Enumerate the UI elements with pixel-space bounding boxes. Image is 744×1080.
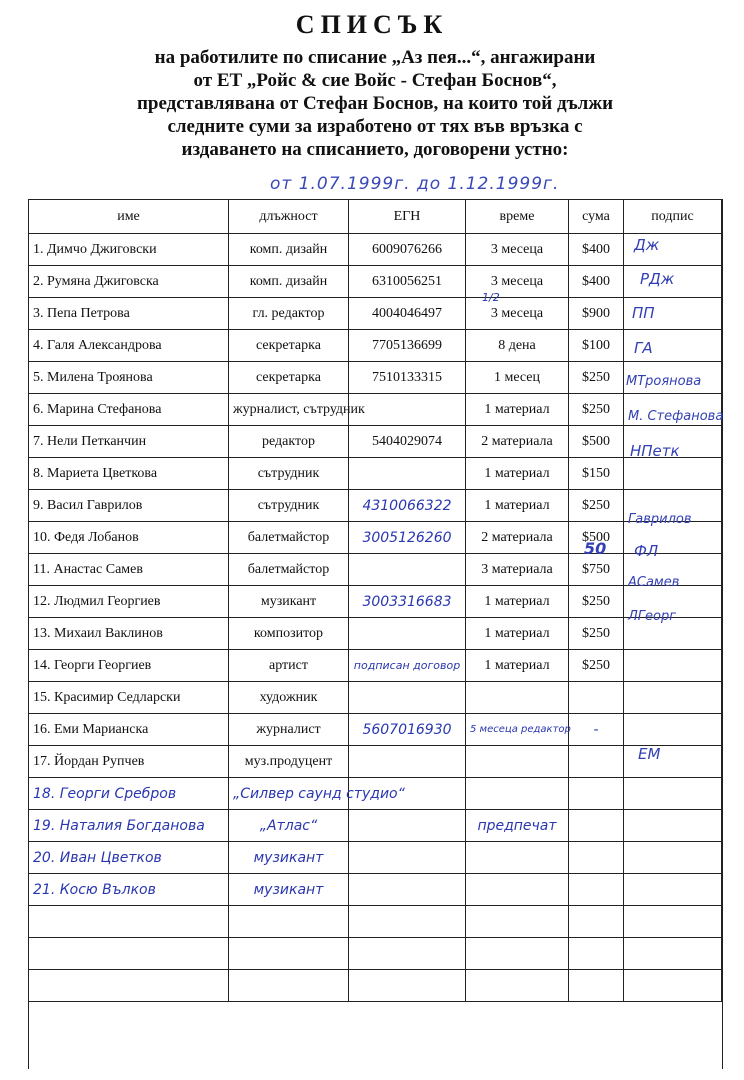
- cell-egn: 7705136699: [349, 330, 466, 362]
- payment-table: [28, 199, 722, 1002]
- cell-signature: [624, 650, 722, 682]
- cell-time: 1 месец: [466, 362, 569, 394]
- table-row: [29, 298, 722, 330]
- cell-egn: [349, 618, 466, 650]
- cell-time: 1 материал: [466, 458, 569, 490]
- document-subtitle: [60, 46, 690, 161]
- signature: МТроянова: [626, 374, 702, 389]
- cell-egn: 3005126260: [349, 522, 466, 554]
- cell-egn: [349, 874, 466, 906]
- cell-signature: [624, 810, 722, 842]
- table-row: [29, 362, 722, 394]
- cell-name: 11. Анастас Самев: [29, 554, 229, 586]
- signature: АСамев: [628, 575, 680, 590]
- subtitle-line: на работилите по списание „Аз пея...“, ангажирани: [154, 47, 596, 68]
- cell-time: 5 месеца редактор: [466, 714, 569, 746]
- cell-time: 3 месеца: [466, 234, 569, 266]
- cell-amount: $150: [569, 458, 624, 490]
- table-row: [29, 458, 722, 490]
- cell-time: 1 материал: [466, 618, 569, 650]
- table-row: [29, 522, 722, 554]
- cell-name: 13. Михаил Ваклинов: [29, 618, 229, 650]
- table-row: [29, 426, 722, 458]
- table-row: [29, 490, 722, 522]
- handwritten-period: от 1.07.1999г. до 1.12.1999г.: [270, 174, 560, 194]
- cell-position: балетмайстор: [229, 522, 349, 554]
- table-row-handwritten: [29, 874, 722, 906]
- cell-signature: [624, 874, 722, 906]
- cell-amount: $500: [569, 426, 624, 458]
- column-header: длъжност: [229, 200, 349, 234]
- cell-name: 21. Косю Вълков: [29, 874, 229, 906]
- cell-position: музикант: [229, 842, 349, 874]
- column-header: име: [29, 200, 229, 234]
- cell-amount: [569, 778, 624, 810]
- signature: ГА: [634, 339, 653, 357]
- column-header: подпис: [624, 200, 722, 234]
- cell-position: художник: [229, 682, 349, 714]
- cell-time: 2 материала: [466, 522, 569, 554]
- cell-name: 17. Йордан Рупчев: [29, 746, 229, 778]
- cell-name: 20. Иван Цветков: [29, 842, 229, 874]
- cell-position: журналист, сътрудник: [229, 394, 349, 426]
- subtitle-line: издаването на списанието, договорени устно:: [181, 139, 569, 160]
- column-header: време: [466, 200, 569, 234]
- cell-name: 5. Милена Троянова: [29, 362, 229, 394]
- table-row: [29, 394, 722, 426]
- table-row-handwritten: [29, 810, 722, 842]
- cell-time: 3 материала: [466, 554, 569, 586]
- cell-amount: [569, 842, 624, 874]
- cell-amount: [569, 874, 624, 906]
- cell-amount: $500: [569, 522, 624, 554]
- cell-egn: 5404029074: [349, 426, 466, 458]
- cell-name: 3. Пепа Петрова: [29, 298, 229, 330]
- cell-egn: [349, 394, 466, 426]
- cell-time: 1 материал: [466, 650, 569, 682]
- cell-position: музикант: [229, 586, 349, 618]
- cell-name: 12. Людмил Георгиев: [29, 586, 229, 618]
- cell-position: комп. дизайн: [229, 266, 349, 298]
- cell-amount: $400: [569, 266, 624, 298]
- cell-egn: 4004046497: [349, 298, 466, 330]
- cell-name: 9. Васил Гаврилов: [29, 490, 229, 522]
- cell-name: 1. Димчо Джиговски: [29, 234, 229, 266]
- cell-egn: [349, 554, 466, 586]
- table-row: [29, 586, 722, 618]
- cell-amount: $250: [569, 586, 624, 618]
- cell-name: 6. Марина Стефанова: [29, 394, 229, 426]
- signature: ПП: [632, 304, 655, 322]
- cell-position: артист: [229, 650, 349, 682]
- cell-egn: 3003316683: [349, 586, 466, 618]
- cell-amount: [569, 810, 624, 842]
- cell-amount: $250: [569, 490, 624, 522]
- cell-amount: $100: [569, 330, 624, 362]
- cell-name: 18. Георги Сребров: [29, 778, 229, 810]
- subtitle-line: от ЕТ „Ройс & сие Войс - Стефан Боснов“,: [193, 70, 557, 91]
- subtitle-line: следните суми за изработено от тях във връзка с: [167, 116, 583, 137]
- signature: Гаврилов: [628, 512, 692, 527]
- column-header: ЕГН: [349, 200, 466, 234]
- signature: ЛГеорг: [628, 609, 677, 624]
- cell-name: 7. Нели Петканчин: [29, 426, 229, 458]
- cell-amount: [569, 682, 624, 714]
- cell-position: секретарка: [229, 330, 349, 362]
- cell-egn: 6310056251: [349, 266, 466, 298]
- cell-position: сътрудник: [229, 490, 349, 522]
- table-row: [29, 650, 722, 682]
- cell-egn: 5607016930: [349, 714, 466, 746]
- cell-amount: $250: [569, 650, 624, 682]
- cell-position: „Атлас“: [229, 810, 349, 842]
- cell-egn: [349, 458, 466, 490]
- cell-time: [466, 874, 569, 906]
- signature: РДж: [640, 270, 675, 288]
- cell-name: 15. Красимир Седларски: [29, 682, 229, 714]
- cell-name: 10. Федя Лобанов: [29, 522, 229, 554]
- cell-egn: 6009076266: [349, 234, 466, 266]
- cell-time: 1 материал: [466, 586, 569, 618]
- cell-signature: [624, 778, 722, 810]
- cell-time: [466, 778, 569, 810]
- table-row: [29, 554, 722, 586]
- cell-amount: $400: [569, 234, 624, 266]
- cell-time: 1 материал: [466, 490, 569, 522]
- cell-time: [466, 842, 569, 874]
- cell-position: балетмайстор: [229, 554, 349, 586]
- cell-egn-note: подписан договор: [349, 650, 466, 682]
- cell-time: [466, 746, 569, 778]
- cell-position: секретарка: [229, 362, 349, 394]
- cell-time: предпечат: [466, 810, 569, 842]
- cell-time: 3 месеца: [466, 266, 569, 298]
- empty-row: [29, 970, 722, 1002]
- document-title: СПИСЪК: [295, 10, 449, 39]
- cell-name: 8. Мариета Цветкова: [29, 458, 229, 490]
- cell-signature: [624, 714, 722, 746]
- table-row: [29, 682, 722, 714]
- table-header-row: [29, 200, 722, 234]
- cell-amount: $250: [569, 394, 624, 426]
- signature: Дж: [634, 236, 660, 254]
- table-row: [29, 714, 722, 746]
- cell-signature: [624, 842, 722, 874]
- cell-signature: [624, 458, 722, 490]
- cell-egn: [349, 746, 466, 778]
- cell-amount: $750: [569, 554, 624, 586]
- cell-time: 8 дена: [466, 330, 569, 362]
- cell-position: комп. дизайн: [229, 234, 349, 266]
- cell-position: композитор: [229, 618, 349, 650]
- cell-egn: 4310066322: [349, 490, 466, 522]
- cell-position: „Силвер саунд студио“: [229, 778, 349, 810]
- cell-position: музикант: [229, 874, 349, 906]
- cell-name: 14. Георги Георгиев: [29, 650, 229, 682]
- cell-time: 1 материал: [466, 394, 569, 426]
- table-row-handwritten: [29, 842, 722, 874]
- cell-name: 19. Наталия Богданова: [29, 810, 229, 842]
- signature: ЕМ: [638, 745, 661, 763]
- cell-position: журналист: [229, 714, 349, 746]
- cell-signature: [624, 682, 722, 714]
- cell-amount: [569, 746, 624, 778]
- table-row: [29, 234, 722, 266]
- cell-name: 4. Галя Александрова: [29, 330, 229, 362]
- cell-amount-dash: -: [569, 714, 624, 746]
- table-row-handwritten: [29, 778, 722, 810]
- column-header: сума: [569, 200, 624, 234]
- empty-row: [29, 938, 722, 970]
- empty-row: [29, 906, 722, 938]
- half-mark-annotation: 1/2: [482, 291, 500, 304]
- table-row: [29, 746, 722, 778]
- cell-name: 16. Еми Марианска: [29, 714, 229, 746]
- cell-amount: $250: [569, 362, 624, 394]
- subtitle-line: представлявана от Стефан Боснов, на които той дължи: [136, 93, 614, 114]
- cell-egn: [349, 682, 466, 714]
- cell-name: 2. Румяна Джиговска: [29, 266, 229, 298]
- table-row: [29, 618, 722, 650]
- signature: ФЛ: [634, 542, 659, 560]
- signature: НПетк: [630, 442, 680, 460]
- table-row: [29, 266, 722, 298]
- cell-position: редактор: [229, 426, 349, 458]
- cell-amount: $900: [569, 298, 624, 330]
- cell-position: гл. редактор: [229, 298, 349, 330]
- cell-amount: $250: [569, 618, 624, 650]
- cell-time: [466, 682, 569, 714]
- cell-egn: [349, 810, 466, 842]
- cell-egn: 7510133315: [349, 362, 466, 394]
- signature: М. Стефанова: [628, 409, 724, 424]
- cell-position: сътрудник: [229, 458, 349, 490]
- cell-position: муз.продуцент: [229, 746, 349, 778]
- table-row: [29, 330, 722, 362]
- cell-egn: [349, 842, 466, 874]
- changed-amount-annotation: 50: [584, 539, 607, 558]
- cell-time: 2 материала: [466, 426, 569, 458]
- cell-time: 3 месеца: [466, 298, 569, 330]
